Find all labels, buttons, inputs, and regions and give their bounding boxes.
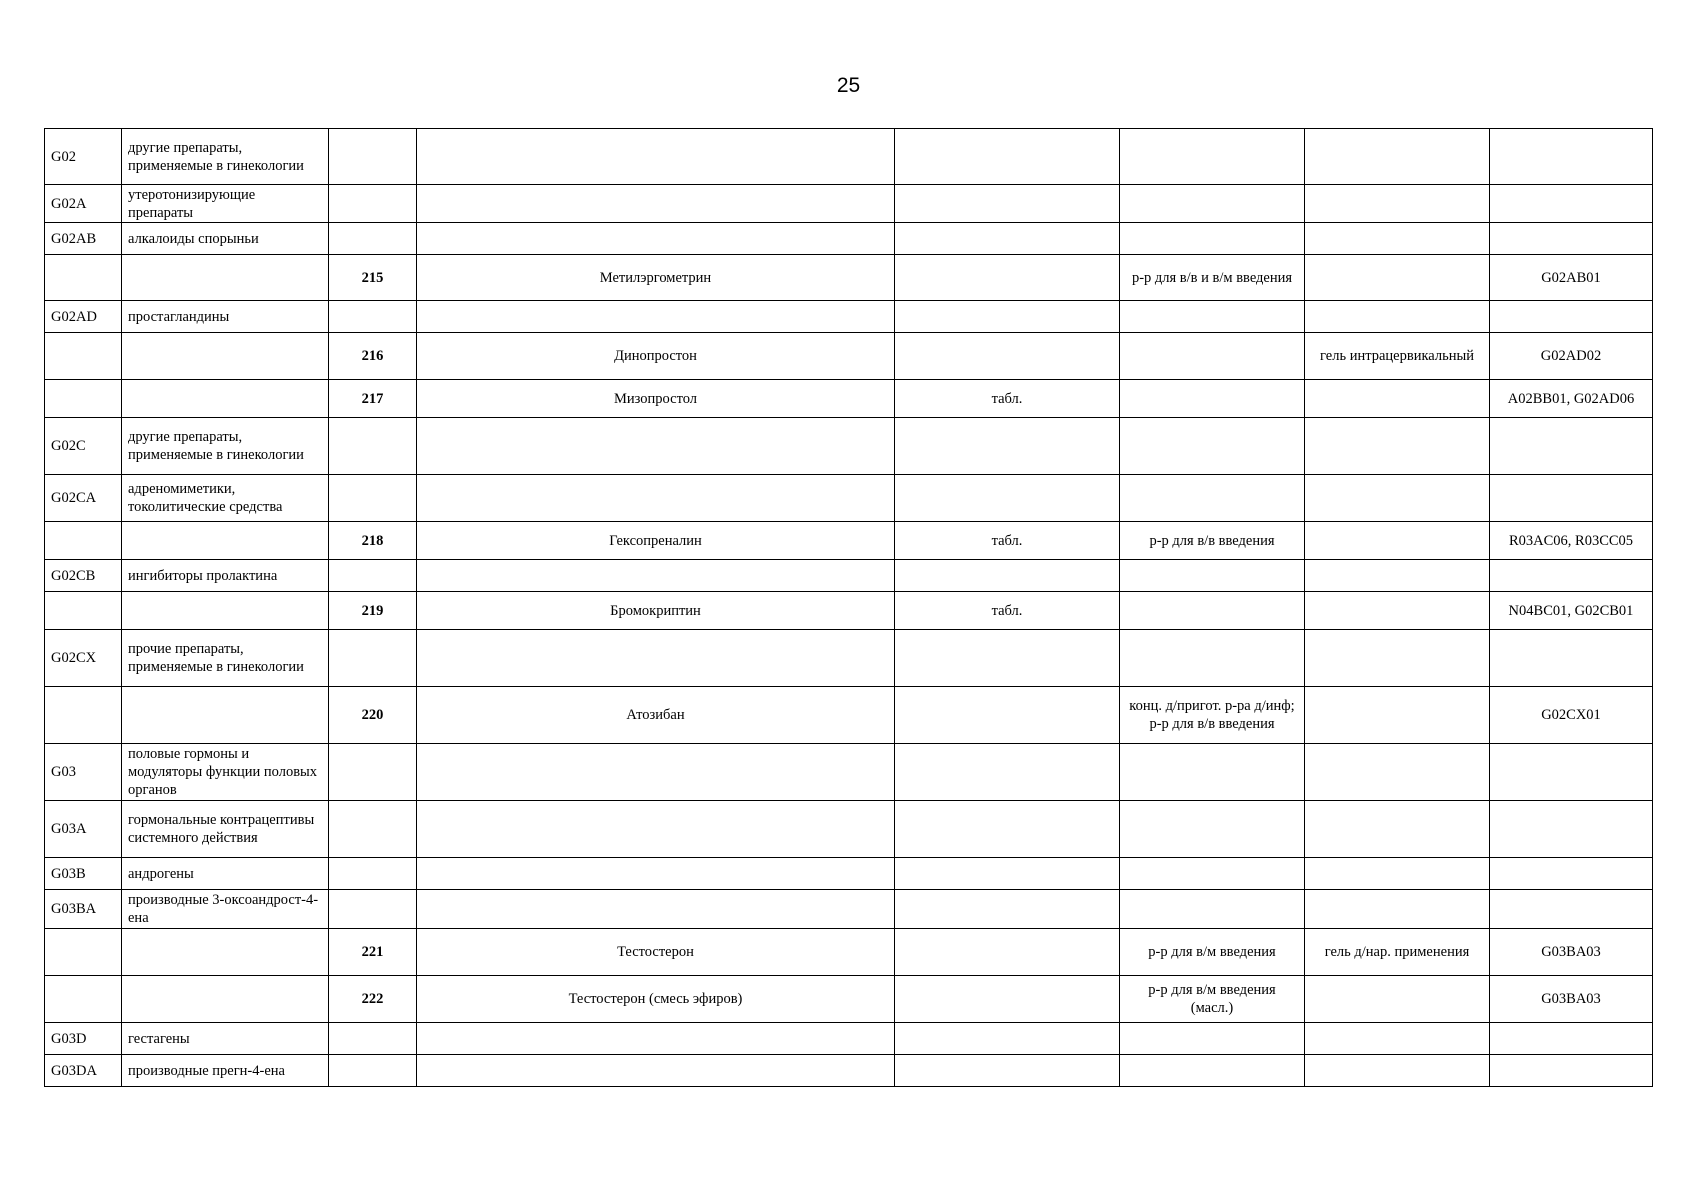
- item-number-cell: 220: [329, 687, 417, 744]
- item-number-cell: [329, 418, 417, 475]
- dosage-form-1-cell: [895, 129, 1120, 185]
- drug-name-cell: Тестостерон: [417, 929, 895, 976]
- dosage-form-3-cell: [1305, 592, 1490, 630]
- atc-group-name-cell: [122, 687, 329, 744]
- dosage-form-2-cell: [1120, 630, 1305, 687]
- atc-code-cell: [1490, 630, 1653, 687]
- dosage-form-2-cell: [1120, 1023, 1305, 1055]
- table-row: [45, 255, 1653, 301]
- dosage-form-1-cell: [895, 687, 1120, 744]
- atc-group-code-cell: [45, 522, 122, 560]
- table-row: [45, 560, 1653, 592]
- table-row: [45, 890, 1653, 929]
- dosage-form-1-cell: [895, 858, 1120, 890]
- dosage-form-3-cell: [1305, 185, 1490, 223]
- dosage-form-2-cell: [1120, 890, 1305, 929]
- atc-code-cell: [1490, 890, 1653, 929]
- table-row: [45, 223, 1653, 255]
- atc-code-cell: [1490, 223, 1653, 255]
- atc-group-name-cell: [122, 255, 329, 301]
- dosage-form-3-cell: [1305, 475, 1490, 522]
- atc-group-name-cell: простагландины: [122, 301, 329, 333]
- dosage-form-2-cell: [1120, 333, 1305, 380]
- atc-group-name-cell: утеротонизирующие препараты: [122, 185, 329, 223]
- dosage-form-1-cell: [895, 929, 1120, 976]
- atc-code-cell: G02AB01: [1490, 255, 1653, 301]
- dosage-form-3-cell: [1305, 301, 1490, 333]
- table-row: [45, 858, 1653, 890]
- table-row: [45, 976, 1653, 1023]
- item-number-cell: 219: [329, 592, 417, 630]
- table-row: [45, 185, 1653, 223]
- dosage-form-1-cell: [895, 560, 1120, 592]
- dosage-form-3-cell: [1305, 522, 1490, 560]
- atc-group-code-cell: G03B: [45, 858, 122, 890]
- dosage-form-2-cell: [1120, 185, 1305, 223]
- drug-name-cell: [417, 801, 895, 858]
- atc-group-name-cell: алкалоиды спорыньи: [122, 223, 329, 255]
- dosage-form-3-cell: [1305, 418, 1490, 475]
- dosage-form-1-cell: [895, 418, 1120, 475]
- atc-group-code-cell: G03BA: [45, 890, 122, 929]
- item-number-cell: 218: [329, 522, 417, 560]
- table-row: [45, 475, 1653, 522]
- dosage-form-2-cell: [1120, 380, 1305, 418]
- atc-code-cell: G02CX01: [1490, 687, 1653, 744]
- drug-name-cell: [417, 560, 895, 592]
- table-row: [45, 380, 1653, 418]
- dosage-form-1-cell: [895, 185, 1120, 223]
- dosage-form-2-cell: конц. д/пригот. р-ра д/инф; р-р для в/в введения: [1120, 687, 1305, 744]
- table-row: [45, 522, 1653, 560]
- atc-group-name-cell: другие препараты, применяемые в гинекологии: [122, 129, 329, 185]
- dosage-form-1-cell: табл.: [895, 522, 1120, 560]
- atc-group-code-cell: G03: [45, 744, 122, 801]
- drug-name-cell: Метилэргометрин: [417, 255, 895, 301]
- dosage-form-1-cell: [895, 744, 1120, 801]
- atc-code-cell: [1490, 1055, 1653, 1087]
- atc-group-code-cell: [45, 687, 122, 744]
- atc-code-cell: [1490, 858, 1653, 890]
- item-number-cell: [329, 129, 417, 185]
- drug-name-cell: Динопростон: [417, 333, 895, 380]
- atc-code-cell: [1490, 185, 1653, 223]
- table-row: [45, 1055, 1653, 1087]
- drug-name-cell: Гексопреналин: [417, 522, 895, 560]
- atc-group-code-cell: G02CX: [45, 630, 122, 687]
- dosage-form-2-cell: р-р для в/м введения (масл.): [1120, 976, 1305, 1023]
- page-number: 25: [836, 74, 861, 97]
- dosage-form-2-cell: [1120, 129, 1305, 185]
- drug-name-cell: [417, 475, 895, 522]
- drug-name-cell: Мизопростол: [417, 380, 895, 418]
- atc-group-name-cell: гормональные контрацептивы системного действия: [122, 801, 329, 858]
- atc-group-name-cell: производные прегн-4-ена: [122, 1055, 329, 1087]
- atc-group-name-cell: [122, 592, 329, 630]
- table-row: [45, 929, 1653, 976]
- table-row: [45, 1023, 1653, 1055]
- drug-name-cell: Атозибан: [417, 687, 895, 744]
- table-row: [45, 801, 1653, 858]
- dosage-form-2-cell: р-р для в/в введения: [1120, 522, 1305, 560]
- atc-group-code-cell: G03A: [45, 801, 122, 858]
- table-row: [45, 592, 1653, 630]
- item-number-cell: [329, 301, 417, 333]
- table-body: [45, 129, 1653, 1087]
- dosage-form-1-cell: [895, 475, 1120, 522]
- dosage-form-3-cell: [1305, 560, 1490, 592]
- item-number-cell: [329, 890, 417, 929]
- table-row: [45, 744, 1653, 801]
- atc-group-name-cell: ингибиторы пролактина: [122, 560, 329, 592]
- drug-name-cell: [417, 418, 895, 475]
- atc-group-code-cell: G02AB: [45, 223, 122, 255]
- atc-group-name-cell: [122, 976, 329, 1023]
- drug-list-table: [44, 128, 1653, 1087]
- atc-group-name-cell: [122, 333, 329, 380]
- dosage-form-2-cell: [1120, 858, 1305, 890]
- item-number-cell: [329, 560, 417, 592]
- dosage-form-1-cell: [895, 976, 1120, 1023]
- item-number-cell: 216: [329, 333, 417, 380]
- dosage-form-2-cell: [1120, 301, 1305, 333]
- item-number-cell: [329, 1055, 417, 1087]
- table-row: [45, 687, 1653, 744]
- atc-code-cell: [1490, 301, 1653, 333]
- drug-name-cell: [417, 1055, 895, 1087]
- drug-name-cell: [417, 129, 895, 185]
- dosage-form-3-cell: [1305, 380, 1490, 418]
- dosage-form-1-cell: [895, 301, 1120, 333]
- atc-group-name-cell: [122, 380, 329, 418]
- drug-name-cell: [417, 630, 895, 687]
- atc-group-name-cell: андрогены: [122, 858, 329, 890]
- dosage-form-2-cell: [1120, 1055, 1305, 1087]
- dosage-form-3-cell: [1305, 976, 1490, 1023]
- atc-group-name-cell: гестагены: [122, 1023, 329, 1055]
- dosage-form-1-cell: табл.: [895, 380, 1120, 418]
- atc-code-cell: [1490, 744, 1653, 801]
- drug-name-cell: [417, 223, 895, 255]
- atc-group-name-cell: половые гормоны и модуляторы функции половых органов: [122, 744, 329, 801]
- atc-code-cell: R03AC06, R03CC05: [1490, 522, 1653, 560]
- dosage-form-3-cell: [1305, 1055, 1490, 1087]
- atc-group-name-cell: [122, 522, 329, 560]
- atc-code-cell: G03BA03: [1490, 929, 1653, 976]
- dosage-form-3-cell: гель интрацервикальный: [1305, 333, 1490, 380]
- dosage-form-3-cell: [1305, 129, 1490, 185]
- atc-code-cell: G03BA03: [1490, 976, 1653, 1023]
- item-number-cell: 221: [329, 929, 417, 976]
- atc-code-cell: [1490, 560, 1653, 592]
- atc-group-code-cell: [45, 333, 122, 380]
- atc-group-code-cell: G02CA: [45, 475, 122, 522]
- dosage-form-2-cell: [1120, 801, 1305, 858]
- dosage-form-3-cell: [1305, 858, 1490, 890]
- dosage-form-1-cell: [895, 890, 1120, 929]
- drug-name-cell: [417, 744, 895, 801]
- atc-group-code-cell: G02AD: [45, 301, 122, 333]
- atc-group-code-cell: [45, 255, 122, 301]
- table-row: [45, 301, 1653, 333]
- dosage-form-3-cell: [1305, 801, 1490, 858]
- dosage-form-2-cell: [1120, 223, 1305, 255]
- drug-name-cell: Тестостерон (смесь эфиров): [417, 976, 895, 1023]
- atc-group-code-cell: [45, 976, 122, 1023]
- item-number-cell: [329, 1023, 417, 1055]
- item-number-cell: [329, 223, 417, 255]
- drug-name-cell: [417, 858, 895, 890]
- dosage-form-2-cell: [1120, 592, 1305, 630]
- atc-group-code-cell: G02A: [45, 185, 122, 223]
- dosage-form-1-cell: [895, 1023, 1120, 1055]
- dosage-form-1-cell: [895, 223, 1120, 255]
- item-number-cell: [329, 744, 417, 801]
- drug-name-cell: [417, 890, 895, 929]
- atc-group-name-cell: [122, 929, 329, 976]
- drug-name-cell: [417, 1023, 895, 1055]
- atc-group-code-cell: G03DA: [45, 1055, 122, 1087]
- drug-name-cell: [417, 301, 895, 333]
- dosage-form-3-cell: [1305, 687, 1490, 744]
- item-number-cell: [329, 475, 417, 522]
- item-number-cell: [329, 185, 417, 223]
- atc-code-cell: G02AD02: [1490, 333, 1653, 380]
- dosage-form-2-cell: [1120, 744, 1305, 801]
- atc-group-code-cell: G02C: [45, 418, 122, 475]
- drug-name-cell: Бромокриптин: [417, 592, 895, 630]
- item-number-cell: 217: [329, 380, 417, 418]
- atc-group-code-cell: G02: [45, 129, 122, 185]
- dosage-form-3-cell: [1305, 630, 1490, 687]
- dosage-form-3-cell: [1305, 255, 1490, 301]
- dosage-form-1-cell: [895, 801, 1120, 858]
- dosage-form-3-cell: [1305, 223, 1490, 255]
- dosage-form-1-cell: [895, 1055, 1120, 1087]
- atc-code-cell: [1490, 1023, 1653, 1055]
- dosage-form-1-cell: табл.: [895, 592, 1120, 630]
- dosage-form-2-cell: р-р для в/в и в/м введения: [1120, 255, 1305, 301]
- atc-code-cell: [1490, 801, 1653, 858]
- dosage-form-1-cell: [895, 255, 1120, 301]
- atc-group-code-cell: G02CB: [45, 560, 122, 592]
- atc-code-cell: N04BC01, G02CB01: [1490, 592, 1653, 630]
- table-row: [45, 418, 1653, 475]
- atc-group-name-cell: прочие препараты, применяемые в гинекологии: [122, 630, 329, 687]
- table-row: [45, 630, 1653, 687]
- dosage-form-2-cell: [1120, 475, 1305, 522]
- atc-code-cell: [1490, 129, 1653, 185]
- drug-name-cell: [417, 185, 895, 223]
- dosage-form-2-cell: р-р для в/м введения: [1120, 929, 1305, 976]
- atc-group-code-cell: [45, 929, 122, 976]
- atc-group-name-cell: производные 3-оксоандрост-4-ена: [122, 890, 329, 929]
- table-row: [45, 129, 1653, 185]
- dosage-form-3-cell: [1305, 744, 1490, 801]
- dosage-form-3-cell: гель д/нар. применения: [1305, 929, 1490, 976]
- item-number-cell: [329, 630, 417, 687]
- item-number-cell: 215: [329, 255, 417, 301]
- atc-code-cell: [1490, 475, 1653, 522]
- dosage-form-2-cell: [1120, 418, 1305, 475]
- atc-code-cell: A02BB01, G02AD06: [1490, 380, 1653, 418]
- dosage-form-2-cell: [1120, 560, 1305, 592]
- atc-group-code-cell: [45, 380, 122, 418]
- dosage-form-1-cell: [895, 333, 1120, 380]
- table-row: [45, 333, 1653, 380]
- atc-code-cell: [1490, 418, 1653, 475]
- dosage-form-1-cell: [895, 630, 1120, 687]
- dosage-form-3-cell: [1305, 890, 1490, 929]
- atc-group-name-cell: адреномиметики, токолитические средства: [122, 475, 329, 522]
- atc-group-name-cell: другие препараты, применяемые в гинекологии: [122, 418, 329, 475]
- atc-group-code-cell: G03D: [45, 1023, 122, 1055]
- item-number-cell: 222: [329, 976, 417, 1023]
- item-number-cell: [329, 801, 417, 858]
- item-number-cell: [329, 858, 417, 890]
- atc-group-code-cell: [45, 592, 122, 630]
- dosage-form-3-cell: [1305, 1023, 1490, 1055]
